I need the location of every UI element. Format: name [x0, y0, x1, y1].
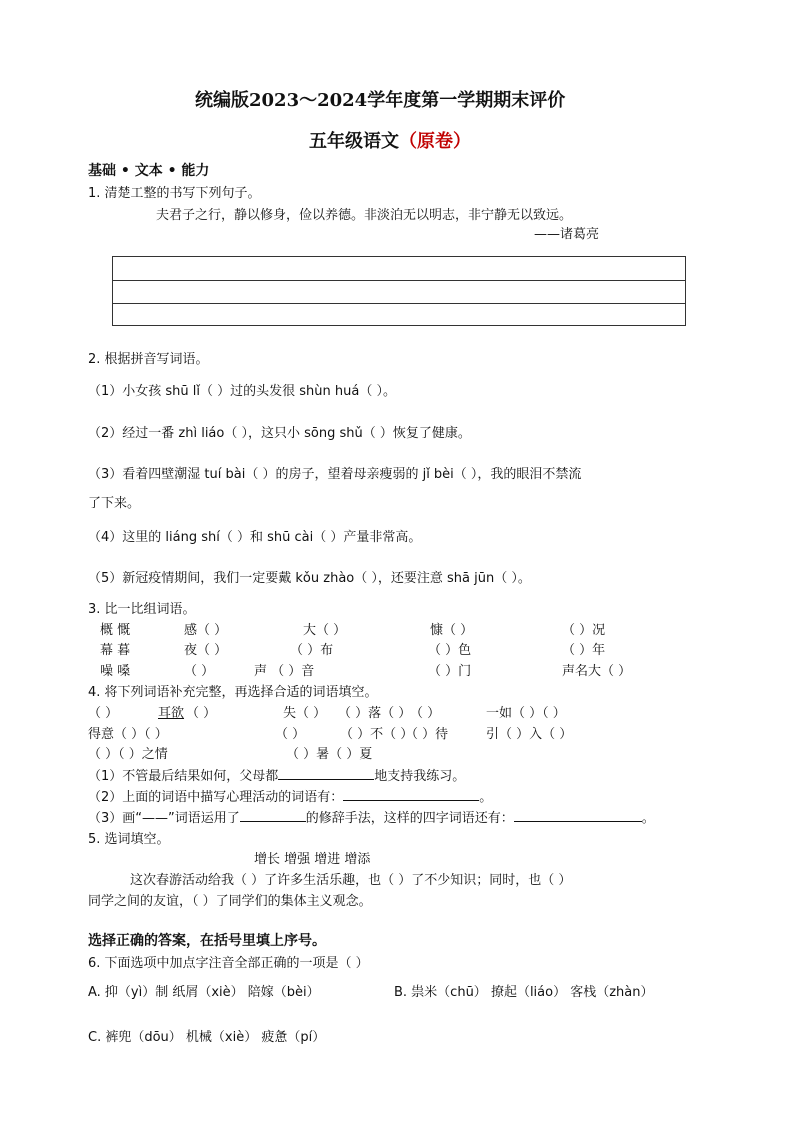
q3-row1-chars: 概 慨: [100, 623, 131, 638]
q4-row2-c: （ ）不（ ）: [340, 727, 414, 742]
q3-row2-chars: 幕 暮: [100, 643, 131, 658]
q3-row2-b: （ ）布: [290, 643, 334, 658]
q4-sub3-text: （3）画“——”词语运用了: [88, 811, 240, 826]
page-title: 统编版2023～2024学年度第一学期期末评价: [195, 90, 566, 111]
q5-line-1: 这次春游活动给我（ ）了许多生活乐趣，也（ ）了不少知识；同时，也（ ）: [130, 873, 572, 888]
q2-item-1: （1）小女孩 shū lǐ（ ）过的头发很 shùn huá（ ）。: [88, 384, 396, 399]
q5-prompt: 5. 选词填空。: [88, 832, 170, 847]
q4-row3-a: （ ）（ ）之情: [88, 747, 168, 762]
q4-row1-d: （ ）落（ ）: [338, 706, 412, 721]
q4-sub2: [88, 786, 492, 805]
q3-row2-a: 夜（ ）: [184, 643, 228, 658]
section-heading-choice: 选择正确的答案，在括号里填上序号。: [88, 933, 326, 949]
q4-sub1-blank[interactable]: [278, 767, 374, 780]
section-heading-basics: 基础 • 文本 • 能力: [88, 163, 210, 179]
q4-row1-underlined: 耳欲: [158, 706, 185, 721]
q3-row3-b: 声 （ ）音: [254, 664, 315, 679]
subtitle-tag: （原卷）: [399, 131, 471, 152]
q1-prompt: 1. 清楚工整的书写下列句子。: [88, 186, 261, 201]
q4-sub2-blank[interactable]: [343, 788, 479, 801]
q3-row2-c: （ ）色: [428, 643, 472, 658]
handwriting-box[interactable]: [112, 256, 686, 326]
q2-item-3: （3）看着四壁潮湿 tuí bài（ ）的房子，望着母亲瘦弱的 jǐ bèi（ ），我的眼泪不禁流: [88, 467, 582, 482]
q5-word-options: 增长 增强 增进 增添: [254, 852, 371, 867]
page-subtitle: [309, 127, 471, 153]
q6-option-c[interactable]: C. 裤兜（dōu） 机械（xiè） 疲惫（pí）: [88, 1030, 326, 1045]
q4-sub3-blank-2[interactable]: [514, 809, 642, 822]
q4-row1-b: （ ）: [186, 706, 217, 721]
q6-option-a[interactable]: A. 抑（yì）制 纸屑（xiè） 陪嫁（bèi）: [88, 985, 320, 1000]
q4-row2-b: （ ）: [275, 727, 306, 742]
q2-item-4: （4）这里的 liáng shí（ ）和 shū cài（ ）产量非常高。: [88, 530, 422, 545]
q4-row1-c: 失（ ）: [283, 706, 327, 721]
q4-sub2-text-end: 。: [479, 790, 493, 805]
q4-sub1: [88, 765, 465, 784]
q4-row2-e: 引（ ）入（ ）: [486, 727, 573, 742]
q2-prompt: 2. 根据拼音写词语。: [88, 352, 209, 367]
q4-sub3-blank-1[interactable]: [240, 809, 306, 822]
q4-sub1-text-end: 地支持我练习。: [374, 769, 466, 784]
q3-row1-b: 大（ ）: [303, 623, 347, 638]
handwriting-rule: [113, 303, 685, 304]
q3-row1-d: （ ）况: [562, 623, 606, 638]
q3-row2-d: （ ）年: [562, 643, 606, 658]
q6-option-b[interactable]: B. 祟米（chū） 撩起（liáo） 客栈（zhàn）: [394, 985, 654, 1000]
q3-row3-c: （ ）门: [428, 664, 472, 679]
q2-item-3-cont: 了下来。: [88, 496, 141, 511]
q4-sub3-text-mid: 的修辞手法，这样的四字词语还有：: [305, 811, 514, 826]
q3-row3-d: 声名大（ ）: [562, 664, 632, 679]
q4-row2-a: 得意（ ）（ ）: [88, 727, 168, 742]
q1-quote: 夫君子之行，静以修身，俭以养德。非淡泊无以明志，非宁静无以致远。: [156, 208, 573, 223]
q4-sub1-text: （1）不管最后结果如何，父母都: [88, 769, 279, 784]
q3-row1-c: 慷（ ）: [430, 623, 474, 638]
q3-row3-chars: 噪 嗓: [100, 664, 131, 679]
subtitle-main: 五年级语文: [309, 131, 399, 152]
q4-row1-e: （ ）: [410, 706, 441, 721]
q3-row3-a: （ ）: [184, 664, 215, 679]
q2-item-2: （2）经过一番 zhì liáo（ ），这只小 sōng shǔ（ ）恢复了健康。: [88, 426, 471, 441]
q2-item-5: （5）新冠疫情期间，我们一定要戴 kǒu zhào（ ），还要注意 shā jūn（ ）。: [88, 571, 531, 586]
handwriting-rule: [113, 280, 685, 281]
q4-row1-a: （ ）: [88, 706, 119, 721]
q5-line-2: 同学之间的友谊，（ ）了同学们的集体主义观念。: [88, 894, 372, 909]
q4-row3-b: （ ）暑（ ）夏: [286, 747, 373, 762]
q4-sub2-text: （2）上面的词语中描写心理活动的词语有：: [88, 790, 344, 805]
q3-prompt: 3. 比一比组词语。: [88, 602, 196, 617]
q1-author: ——诸葛亮: [534, 227, 600, 242]
q4-prompt: 4. 将下列词语补充完整，再选择合适的词语填空。: [88, 685, 378, 700]
q4-sub3: [88, 807, 655, 826]
q4-row2-d: （ ）待: [405, 727, 449, 742]
q4-row1-f: 一如（ ）（ ）: [486, 706, 566, 721]
q4-sub3-text-end: 。: [641, 811, 655, 826]
q3-row1-a: 感（ ）: [184, 623, 228, 638]
q6-prompt: 6. 下面选项中加点字注音全部正确的一项是（ ）: [88, 956, 369, 971]
